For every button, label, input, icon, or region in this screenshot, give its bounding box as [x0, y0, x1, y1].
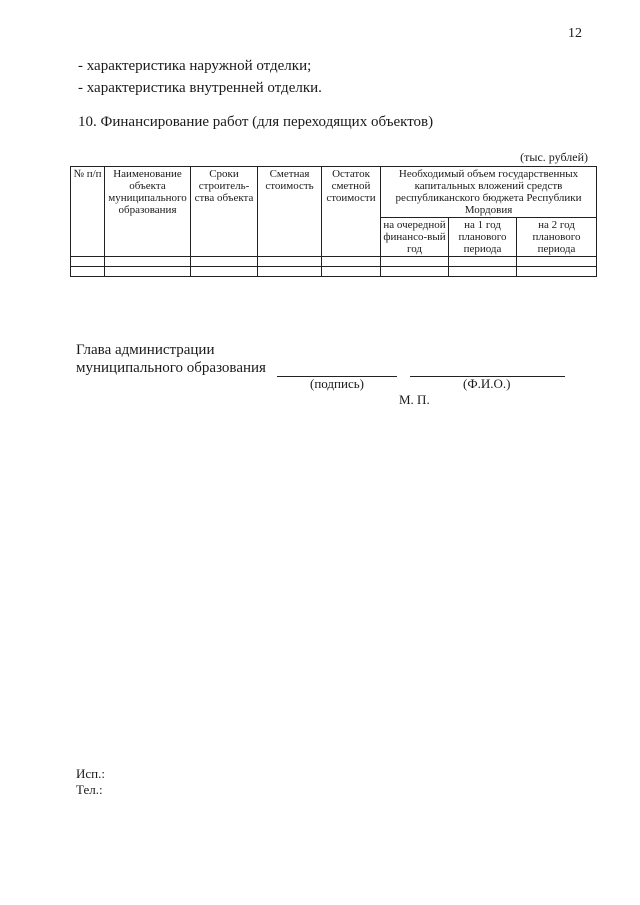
page-number: 12 [568, 26, 582, 41]
executor-label: Исп.: [76, 766, 105, 781]
table-row [71, 267, 597, 277]
subheader-planning-year-1: на 1 год планового периода [449, 218, 517, 257]
table-cell [191, 257, 258, 267]
header-remaining-cost: Остаток сметной стоимости [322, 167, 381, 257]
subheader-current-year: на очередной финансо-вый год [381, 218, 449, 257]
section-title: 10. Финансирование работ (для переходящих объектов) [78, 114, 434, 130]
table-cell [105, 257, 191, 267]
table-cell [258, 257, 322, 267]
stamp-place: М. П. [399, 392, 430, 407]
header-estimated-cost: Сметная стоимость [258, 167, 322, 257]
signer-title-line-2: муниципального образования [76, 360, 266, 376]
table-cell [381, 257, 449, 267]
signature-caption: (подпись) [310, 376, 364, 391]
header-number: № п/п [71, 167, 105, 257]
table-row [71, 257, 597, 267]
list-item-exterior-finish: - характеристика наружной отделки; [78, 58, 312, 74]
phone-label: Тел.: [76, 782, 103, 797]
table-cell [322, 257, 381, 267]
header-construction-terms: Сроки строитель-ства объекта [191, 167, 258, 257]
table-cell [71, 267, 105, 277]
table-cell [381, 267, 449, 277]
table-cell [258, 267, 322, 277]
table-cell [322, 267, 381, 277]
financing-table [70, 166, 597, 277]
table-cell [105, 267, 191, 277]
header-object-name: Наименование объекта муниципального образования [105, 167, 191, 257]
subheader-planning-year-2: на 2 год планового периода [517, 218, 597, 257]
list-item-interior-finish: - характеристика внутренней отделки. [78, 80, 322, 96]
signer-title-line-1: Глава администрации [76, 342, 215, 358]
table-cell [517, 257, 597, 267]
table-cell [71, 257, 105, 267]
table-cell [449, 267, 517, 277]
table-header-row [71, 167, 597, 218]
name-caption: (Ф.И.О.) [463, 376, 511, 391]
header-required-investment: Необходимый объем государственных капитальных вложений средств республиканского бюджета Республики Мордовия [381, 167, 597, 218]
table-cell [517, 267, 597, 277]
table-cell [449, 257, 517, 267]
units-note: (тыс. рублей) [520, 150, 588, 164]
table-cell [191, 267, 258, 277]
